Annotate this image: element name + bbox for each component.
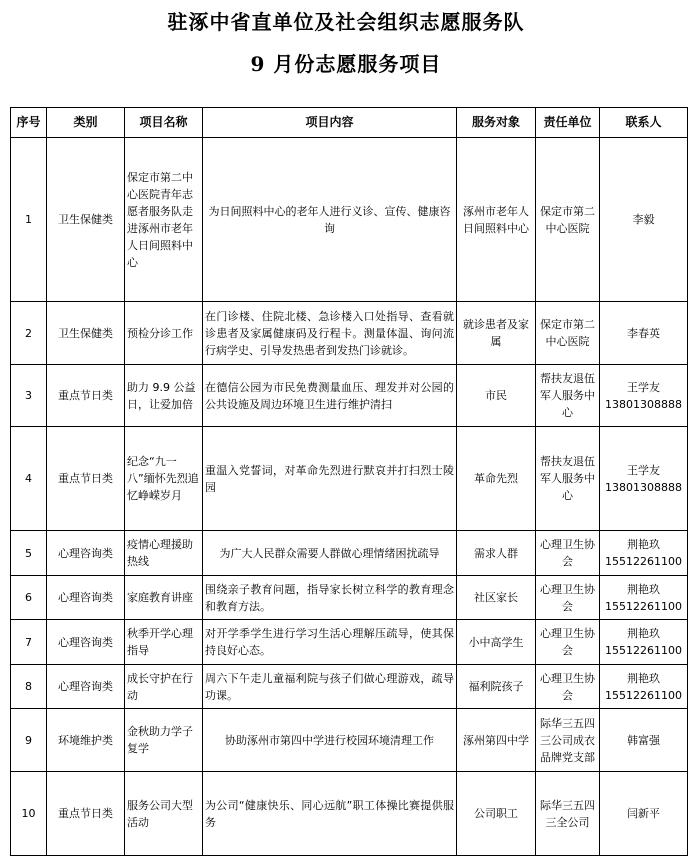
cell-target: 涿州市老年人日间照料中心 xyxy=(457,138,536,302)
cell-name: 家庭教育讲座 xyxy=(125,576,203,620)
contact-name: 韩富强 xyxy=(627,733,660,747)
table-row xyxy=(11,365,688,427)
cell-name: 成长守护在行动 xyxy=(125,665,203,709)
cell-no: 8 xyxy=(11,665,47,709)
table-row xyxy=(11,138,688,302)
table-row xyxy=(11,302,688,365)
cell-contact xyxy=(600,709,688,772)
cell-unit: 际华三五四三公司成衣品牌党支部 xyxy=(536,709,600,772)
cell-category: 心理咨询类 xyxy=(47,576,125,620)
cell-content: 在门诊楼、住院北楼、急诊楼入口处指导、查看就诊患者及家属健康码及行程卡。测量体温、询问流行病学史、引导发热患者到发热门诊就诊。 xyxy=(203,302,457,365)
cell-no: 10 xyxy=(11,772,47,856)
cell-target: 涿州第四中学 xyxy=(457,709,536,772)
contact-name: 荆艳玖 xyxy=(627,671,660,685)
cell-unit: 保定市第二中心医院 xyxy=(536,138,600,302)
cell-category: 卫生保健类 xyxy=(47,138,125,302)
cell-contact xyxy=(600,665,688,709)
cell-unit: 心理卫生协会 xyxy=(536,620,600,665)
contact-name: 王学友 xyxy=(627,380,660,394)
page-subtitle: 9 月份志愿服务项目 xyxy=(250,52,442,76)
table-row xyxy=(11,427,688,531)
contact-phone: 13801308888 xyxy=(605,480,682,494)
contact-phone: 15512261100 xyxy=(605,555,682,568)
cell-unit: 保定市第二中心医院 xyxy=(536,302,600,365)
header-contact: 联系人 xyxy=(600,108,688,138)
table-row xyxy=(11,665,688,709)
cell-content: 对开学季学生进行学习生活心理解压疏导，使其保持良好心态。 xyxy=(203,620,457,665)
cell-category: 心理咨询类 xyxy=(47,665,125,709)
header-target: 服务对象 xyxy=(457,108,536,138)
cell-name: 助力 9.9 公益日，让爱加倍 xyxy=(125,365,203,427)
cell-contact xyxy=(600,302,688,365)
contact-name: 闫新平 xyxy=(627,807,660,820)
contact-name: 荆艳玖 xyxy=(627,627,660,640)
table-header-row xyxy=(11,108,688,138)
header-name: 项目名称 xyxy=(125,108,203,138)
cell-name: 预检分诊工作 xyxy=(125,302,203,365)
cell-content: 为广大人民群众需要人群做心理情绪困扰疏导 xyxy=(203,531,457,576)
contact-name: 王学友 xyxy=(627,463,660,477)
cell-name: 疫情心理援助热线 xyxy=(125,531,203,576)
cell-category: 重点节日类 xyxy=(47,365,125,427)
volunteer-projects-table xyxy=(10,107,688,856)
cell-category: 心理咨询类 xyxy=(47,531,125,576)
cell-no: 5 xyxy=(11,531,47,576)
table-row xyxy=(11,576,688,620)
table-row xyxy=(11,709,688,772)
cell-unit: 心理卫生协会 xyxy=(536,531,600,576)
cell-category: 环境维护类 xyxy=(47,709,125,772)
cell-contact xyxy=(600,531,688,576)
cell-contact xyxy=(600,365,688,427)
cell-unit: 际华三五四三全公司 xyxy=(536,772,600,856)
cell-unit: 心理卫生协会 xyxy=(536,665,600,709)
contact-name: 李春英 xyxy=(627,326,660,340)
cell-no: 7 xyxy=(11,620,47,665)
cell-contact xyxy=(600,620,688,665)
cell-no: 3 xyxy=(11,365,47,427)
cell-content: 在德信公园为市民免费测量血压、理发并对公园的公共设施及周边环境卫生进行维护清扫 xyxy=(203,365,457,427)
contact-phone: 15512261100 xyxy=(605,688,682,702)
cell-name: 保定市第二中心医院青年志愿者服务队走进涿州市老年人日间照料中心 xyxy=(125,138,203,302)
cell-category: 重点节日类 xyxy=(47,427,125,531)
cell-contact xyxy=(600,138,688,302)
cell-content: 围绕亲子教育问题，指导家长树立科学的教育理念和教育方法。 xyxy=(203,576,457,620)
table-row xyxy=(11,620,688,665)
cell-category: 卫生保健类 xyxy=(47,302,125,365)
cell-contact xyxy=(600,576,688,620)
cell-unit: 帮扶友退伍军人服务中心 xyxy=(536,427,600,531)
cell-content: 重温入党誓词，对革命先烈进行默哀并打扫烈士陵园 xyxy=(203,427,457,531)
cell-name: 纪念“九一八”缅怀先烈追忆峥嵘岁月 xyxy=(125,427,203,531)
cell-no: 2 xyxy=(11,302,47,365)
header-no: 序号 xyxy=(11,108,47,138)
cell-contact xyxy=(600,427,688,531)
cell-content: 为公司“健康快乐、同心远航”职工体操比赛提供服务 xyxy=(203,772,457,856)
contact-phone: 13801308888 xyxy=(605,397,682,411)
header-category: 类别 xyxy=(47,108,125,138)
cell-no: 1 xyxy=(11,138,47,302)
cell-name: 金秋助力学子复学 xyxy=(125,709,203,772)
cell-no: 6 xyxy=(11,576,47,620)
cell-target: 社区家长 xyxy=(457,576,536,620)
cell-unit: 心理卫生协会 xyxy=(536,576,600,620)
cell-no: 4 xyxy=(11,427,47,531)
cell-target: 市民 xyxy=(457,365,536,427)
header-content: 项目内容 xyxy=(203,108,457,138)
cell-target: 公司职工 xyxy=(457,772,536,856)
cell-target: 小中高学生 xyxy=(457,620,536,665)
contact-name: 荆艳玖 xyxy=(627,538,660,551)
cell-name: 秋季开学心理指导 xyxy=(125,620,203,665)
cell-target: 革命先烈 xyxy=(457,427,536,531)
table-row xyxy=(11,772,688,856)
cell-contact xyxy=(600,772,688,856)
page-title: 驻涿中省直单位及社会组织志愿服务队 xyxy=(167,10,525,34)
cell-unit: 帮扶友退伍军人服务中心 xyxy=(536,365,600,427)
contact-phone: 15512261100 xyxy=(605,644,682,657)
cell-category: 心理咨询类 xyxy=(47,620,125,665)
cell-category: 重点节日类 xyxy=(47,772,125,856)
contact-phone: 15512261100 xyxy=(605,599,682,613)
cell-content: 周六下午走儿童福利院与孩子们做心理游戏，疏导功课。 xyxy=(203,665,457,709)
contact-name: 李毅 xyxy=(632,213,655,226)
cell-content: 协助涿州市第四中学进行校园环境清理工作 xyxy=(203,709,457,772)
table-row xyxy=(11,531,688,576)
contact-name: 荆艳玖 xyxy=(627,582,660,596)
cell-target: 就诊患者及家属 xyxy=(457,302,536,365)
cell-target: 需求人群 xyxy=(457,531,536,576)
header-unit: 责任单位 xyxy=(536,108,600,138)
cell-content: 为日间照料中心的老年人进行义诊、宣传、健康咨询 xyxy=(203,138,457,302)
cell-target: 福利院孩子 xyxy=(457,665,536,709)
cell-name: 服务公司大型活动 xyxy=(125,772,203,856)
cell-no: 9 xyxy=(11,709,47,772)
